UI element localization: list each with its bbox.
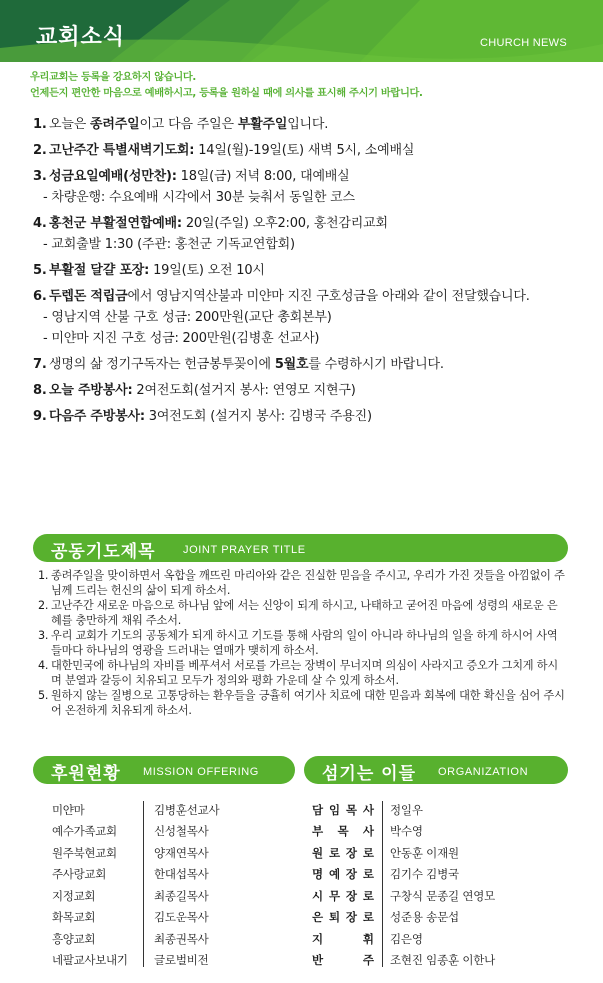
news-number: 3.: [33, 169, 47, 184]
news-item: [33, 354, 573, 375]
prayer-number: 1.: [38, 569, 49, 582]
organization-names: 정일우: [390, 802, 423, 817]
offering-recipient: 신성철목사: [154, 824, 209, 839]
offering-recipient: 양재연목사: [154, 845, 209, 860]
news-number: 1.: [33, 117, 47, 132]
offering-row: [52, 864, 219, 886]
organization-role: 반 주: [312, 953, 374, 968]
offering-recipient: 한대섭목사: [154, 867, 209, 882]
offering-church: 주사랑교회: [52, 867, 107, 882]
organization-names: 구창식 문종길 연영모: [390, 888, 496, 903]
news-number: 6.: [33, 289, 47, 304]
news-item: [33, 380, 573, 401]
news-item: [33, 286, 573, 349]
news-text: 2여전도회(설거지 봉사: 연영모 지현구): [132, 383, 356, 398]
organization-role: 은 퇴 장 로: [312, 910, 374, 925]
organization-row: [312, 907, 495, 929]
offering-church: 미얀마: [52, 802, 85, 817]
prayer-list: [38, 568, 568, 718]
news-bold: 고난주간 특별새벽기도회:: [49, 143, 195, 158]
news-subitem: - 영남지역 산불 구호 성금: 200만원(교단 총회본부): [43, 310, 332, 325]
prayer-item: [38, 568, 568, 598]
news-bold: 다음주 주방봉사:: [49, 409, 145, 424]
news-item: [33, 213, 573, 255]
offering-recipient: 최종권목사: [154, 931, 209, 946]
news-item: [33, 166, 573, 208]
news-item: [33, 260, 573, 281]
news-number: 5.: [33, 263, 47, 278]
organization-names: 박수영: [390, 824, 423, 839]
offering-row: [52, 842, 219, 864]
prayer-text: 원하지 않는 질병으로 고통당하는 환우들을 긍휼히 여기사 치료에 대한 믿음과 회복에 대한 확신을 심어 주시어 온전하게 치유되게 하소서.: [51, 689, 565, 717]
organization-banner: [304, 756, 568, 784]
prayer-text: 종려주일을 맞이하면서 옥합을 깨뜨린 마리아와 같은 진실한 믿음을 주시고, 우리가 가진 것들을 아낌없이 주님께 드리는 헌신의 삶이 되게 하소서.: [51, 569, 565, 597]
news-item: [33, 114, 573, 135]
news-number: 9.: [33, 409, 47, 424]
intro-notice: [30, 70, 423, 102]
offering-recipient: 김도운목사: [154, 910, 209, 925]
organization-names: 조현진 임종훈 이한나: [390, 953, 496, 968]
offering-row: [52, 950, 219, 972]
prayer-title-en: JOINT PRAYER TITLE: [183, 544, 306, 556]
offering-church: 예수가족교회: [52, 824, 117, 839]
news-text: 에서 영남지역산불과 미얀마 지진 구호성금을 아래와 같이 전달했습니다.: [127, 289, 530, 304]
news-text: 이고 다음 주일은: [139, 117, 238, 132]
news-text: 14일(월)-19일(토) 새벽 5시, 소예배실: [194, 143, 415, 158]
offering-row: [52, 907, 219, 929]
offering-table: [52, 799, 219, 971]
page-title: 교회소식: [36, 25, 126, 50]
news-text: 18일(금) 저녁 8:00, 대예배실: [176, 169, 350, 184]
offering-row: [52, 885, 219, 907]
organization-names: 김기수 김병국: [390, 867, 459, 882]
organization-names: 김은영: [390, 931, 423, 946]
organization-row: [312, 864, 495, 886]
organization-title-en: ORGANIZATION: [438, 766, 529, 778]
news-bold: 부활주일: [237, 117, 288, 132]
news-bold: 성금요일예배(성만찬):: [49, 169, 177, 184]
organization-role: 명 예 장 로: [312, 867, 374, 882]
header-banner: [0, 0, 603, 62]
news-text: 입니다.: [287, 117, 329, 132]
intro-line: 우리교회는 등록을 강요하지 않습니다.: [30, 72, 196, 83]
prayer-number: 2.: [38, 599, 49, 612]
news-subitem: - 미얀마 지진 구호 성금: 200만원(김병훈 선교사): [43, 331, 320, 346]
prayer-item: [38, 688, 568, 718]
offering-banner: [33, 756, 295, 784]
offering-row: [52, 821, 219, 843]
news-bold: 종려주일: [90, 117, 140, 132]
intro-line: 언제든지 편안한 마음으로 예배하시고, 등록을 원하실 때에 의사를 표시해 주시기 바랍니다.: [30, 88, 423, 99]
news-subitem: - 차량운행: 수요예배 시각에서 30분 늦춰서 동일한 코스: [43, 190, 355, 205]
prayer-text: 대한민국에 하나님의 자비를 베푸셔서 서로를 가르는 장벽이 무너지며 의심이 사라지고 증오가 그치게 하시며 분열과 갈등이 치유되고 모두가 정의와 평화 가운데 살 수 있게 하소서.: [51, 659, 558, 687]
prayer-number: 4.: [38, 659, 49, 672]
prayer-text: 우리 교회가 기도의 공동체가 되게 하시고 기도를 통해 사람의 일이 아니라 하나님의 일을 하게 하시어 사역들마다 하나님의 영광을 드러내는 열매가 맺히게 하소서.: [51, 629, 558, 657]
prayer-item: [38, 598, 568, 628]
news-bold: 두렙돈 적립금: [49, 289, 128, 304]
news-text: 20일(주일) 오후2:00, 홍천감리교회: [181, 216, 388, 231]
news-bold: 부활절 달걀 포장:: [49, 263, 150, 278]
organization-row: [312, 799, 495, 821]
offering-recipient: 최종길목사: [154, 888, 209, 903]
organization-row: [312, 821, 495, 843]
offering-row: [52, 799, 219, 821]
news-text: 3여전도회 (설거지 봉사: 김병국 주용진): [144, 409, 372, 424]
prayer-title: 공동기도제목: [51, 542, 156, 562]
prayer-item: [38, 658, 568, 688]
organization-title: 섬기는 이들: [322, 764, 417, 784]
offering-title: 후원현황: [51, 764, 121, 784]
news-text: 19일(토) 오전 10시: [149, 263, 265, 278]
news-bold: 오늘 주방봉사:: [49, 383, 133, 398]
news-item: [33, 406, 573, 427]
organization-role: 부 목 사: [312, 824, 374, 839]
offering-church: 흥양교회: [52, 931, 96, 946]
news-text: 생명의 삶 정기구독자는 헌금봉투꽂이에: [49, 357, 275, 372]
news-number: 8.: [33, 383, 47, 398]
organization-row: [312, 950, 495, 972]
prayer-text: 고난주간 새로운 마음으로 하나님 앞에 서는 신앙이 되게 하시고, 나태하고 굳어진 마음에 성령의 새로운 은혜를 충만하게 채워 주소서.: [51, 599, 558, 627]
news-text: 를 수령하시기 바랍니다.: [308, 357, 444, 372]
organization-role: 지 휘: [312, 931, 374, 946]
offering-church: 네팔교사보내기: [52, 953, 128, 968]
organization-row: [312, 885, 495, 907]
offering-church: 원주북현교회: [52, 845, 117, 860]
news-number: 4.: [33, 216, 47, 231]
news-item: [33, 140, 573, 161]
organization-names: 안동훈 이재원: [390, 845, 459, 860]
news-number: 7.: [33, 357, 47, 372]
organization-role: 시 무 장 로: [312, 888, 374, 903]
news-bold: 홍천군 부활절연합예배:: [49, 216, 182, 231]
prayer-number: 3.: [38, 629, 49, 642]
offering-recipient: 김병훈선교사: [154, 802, 220, 817]
news-list: [33, 114, 573, 427]
offering-row: [52, 928, 219, 950]
news-subitem: - 교회출발 1:30 (주관: 홍천군 기독교연합회): [43, 237, 295, 252]
organization-role: 담 임 목 사: [312, 802, 374, 817]
prayer-banner: [33, 534, 568, 562]
organization-row: [312, 928, 495, 950]
organization-names: 성준용 송문섭: [390, 910, 459, 925]
offering-church: 화목교회: [52, 910, 96, 925]
organization-row: [312, 842, 495, 864]
prayer-number: 5.: [38, 689, 49, 702]
news-text: 오늘은: [49, 117, 91, 132]
page-subtitle: CHURCH NEWS: [479, 37, 567, 49]
offering-church: 지정교회: [52, 888, 96, 903]
offering-recipient: 글로벌비전: [154, 953, 209, 968]
prayer-item: [38, 628, 568, 658]
organization-role: 원 로 장 로: [312, 845, 374, 860]
organization-table: [312, 799, 495, 971]
offering-title-en: MISSION OFFERING: [143, 766, 259, 778]
news-number: 2.: [33, 143, 47, 158]
news-bold: 5월호: [274, 357, 309, 372]
